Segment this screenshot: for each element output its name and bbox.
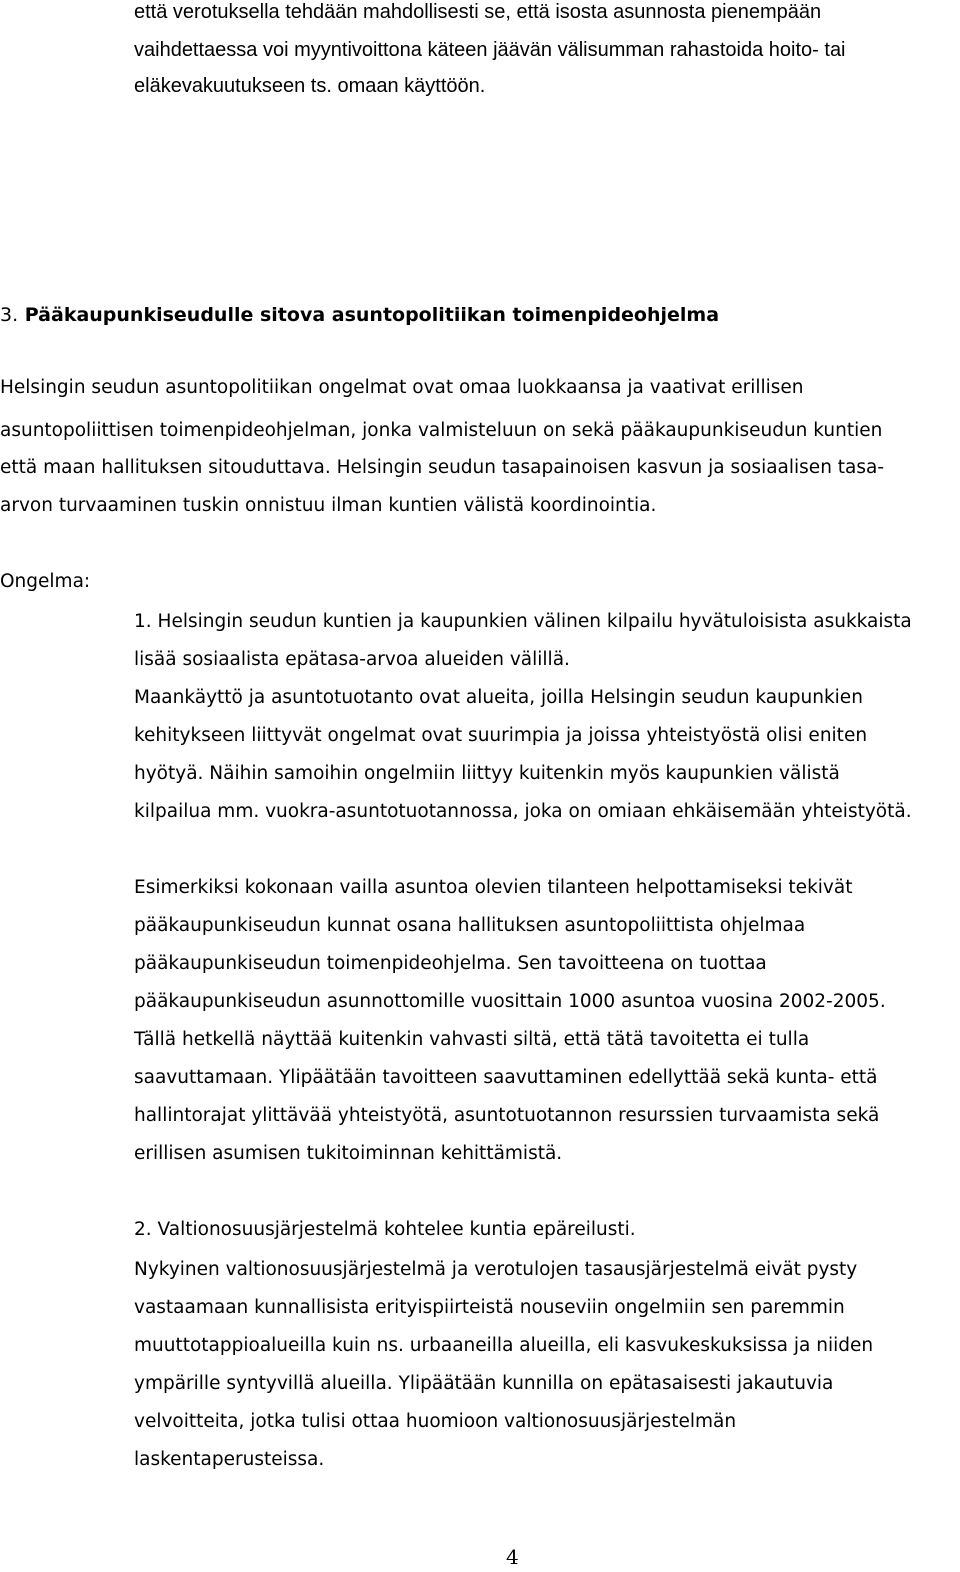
example-line: pääkaupunkiseudun toimenpideohjelma. Sen tavoitteena on tuottaa — [134, 953, 767, 974]
problem-label: Ongelma: — [0, 571, 91, 592]
problem-line: 2. Valtionosuusjärjestelmä kohtelee kuntia epäreilusti. — [134, 1219, 636, 1240]
intro-line: että verotuksella tehdään mahdollisesti se, että isosta asunnosta pienempään — [134, 1, 822, 23]
problem-line: kehitykseen liittyvät ongelmat ovat suurimpia ja joissa yhteistyöstä olisi eniten — [134, 725, 868, 746]
problem-line: Maankäyttö ja asuntotuotanto ovat alueita, joilla Helsingin seudun kaupunkien — [134, 687, 863, 708]
example-line: pääkaupunkiseudun asunnottomille vuosittain 1000 asuntoa vuosina 2002-2005. — [134, 991, 886, 1012]
example-line: pääkaupunkiseudun kunnat osana hallituksen asuntopoliittista ohjelmaa — [134, 915, 806, 936]
paragraph-line: arvon turvaaminen tuskin onnistuu ilman kuntien välistä koordinointia. — [0, 495, 657, 516]
example-line: Esimerkiksi kokonaan vailla asuntoa olevien tilanteen helpottamiseksi tekivät — [134, 877, 853, 898]
example-line: Tällä hetkellä näyttää kuitenkin vahvasti siltä, että tätä tavoitetta ei tulla — [134, 1029, 810, 1050]
paragraph-line: Helsingin seudun asuntopolitiikan ongelmat ovat omaa luokkaansa ja vaativat erillisen — [0, 377, 804, 398]
section-title: Pääkaupunkiseudulle sitova asuntopolitiikan toimenpideohjelma — [24, 304, 720, 326]
problem-line: lisää sosiaalista epätasa-arvoa alueiden välillä. — [134, 649, 570, 670]
paragraph-line: että maan hallituksen sitouduttava. Helsingin seudun tasapainoisen kasvun ja sosiaalisen tasa- — [0, 457, 885, 478]
intro-line: eläkevakuutukseen ts. omaan käyttöön. — [134, 75, 486, 97]
problem-line: velvoitteita, jotka tulisi ottaa huomioon valtionosuusjärjestelmän — [134, 1411, 737, 1432]
page-number: 4 — [506, 1545, 519, 1569]
problem-line: hyötyä. Näihin samoihin ongelmiin liittyy kuitenkin myös kaupunkien välistä — [134, 763, 840, 784]
problem-line: laskentaperusteissa. — [134, 1449, 325, 1470]
example-line: erillisen asumisen tukitoiminnan kehittämistä. — [134, 1143, 563, 1164]
section-number: 3. — [0, 304, 19, 326]
intro-line: vaihdettaessa voi myyntivoittona käteen jäävän välisumman rahastoida hoito- tai — [134, 39, 846, 61]
problem-line: muuttotappioalueilla kuin ns. urbaaneilla alueilla, eli kasvukeskuksissa ja niiden — [134, 1335, 874, 1356]
problem-line: 1. Helsingin seudun kuntien ja kaupunkien välinen kilpailu hyvätuloisista asukkaista — [134, 611, 912, 632]
example-line: saavuttamaan. Ylipäätään tavoitteen saavuttaminen edellyttää sekä kunta- että — [134, 1067, 878, 1088]
problem-line: Nykyinen valtionosuusjärjestelmä ja verotulojen tasausjärjestelmä eivät pysty — [134, 1259, 858, 1280]
problem-line: vastaamaan kunnallisista erityispiirteistä nouseviin ongelmiin sen paremmin — [134, 1297, 845, 1318]
problem-line: ympärille syntyvillä alueilla. Ylipäätään kunnilla on epätasaisesti jakautuvia — [134, 1373, 834, 1394]
problem-line: kilpailua mm. vuokra-asuntotuotannossa, joka on omiaan ehkäisemään yhteistyötä. — [134, 801, 912, 822]
example-line: hallintorajat ylittävää yhteistyötä, asuntotuotannon resurssien turvaamista sekä — [134, 1105, 880, 1126]
paragraph-line: asuntopoliittisen toimenpideohjelman, jonka valmisteluun on sekä pääkaupunkiseudun kuntien — [0, 420, 883, 441]
